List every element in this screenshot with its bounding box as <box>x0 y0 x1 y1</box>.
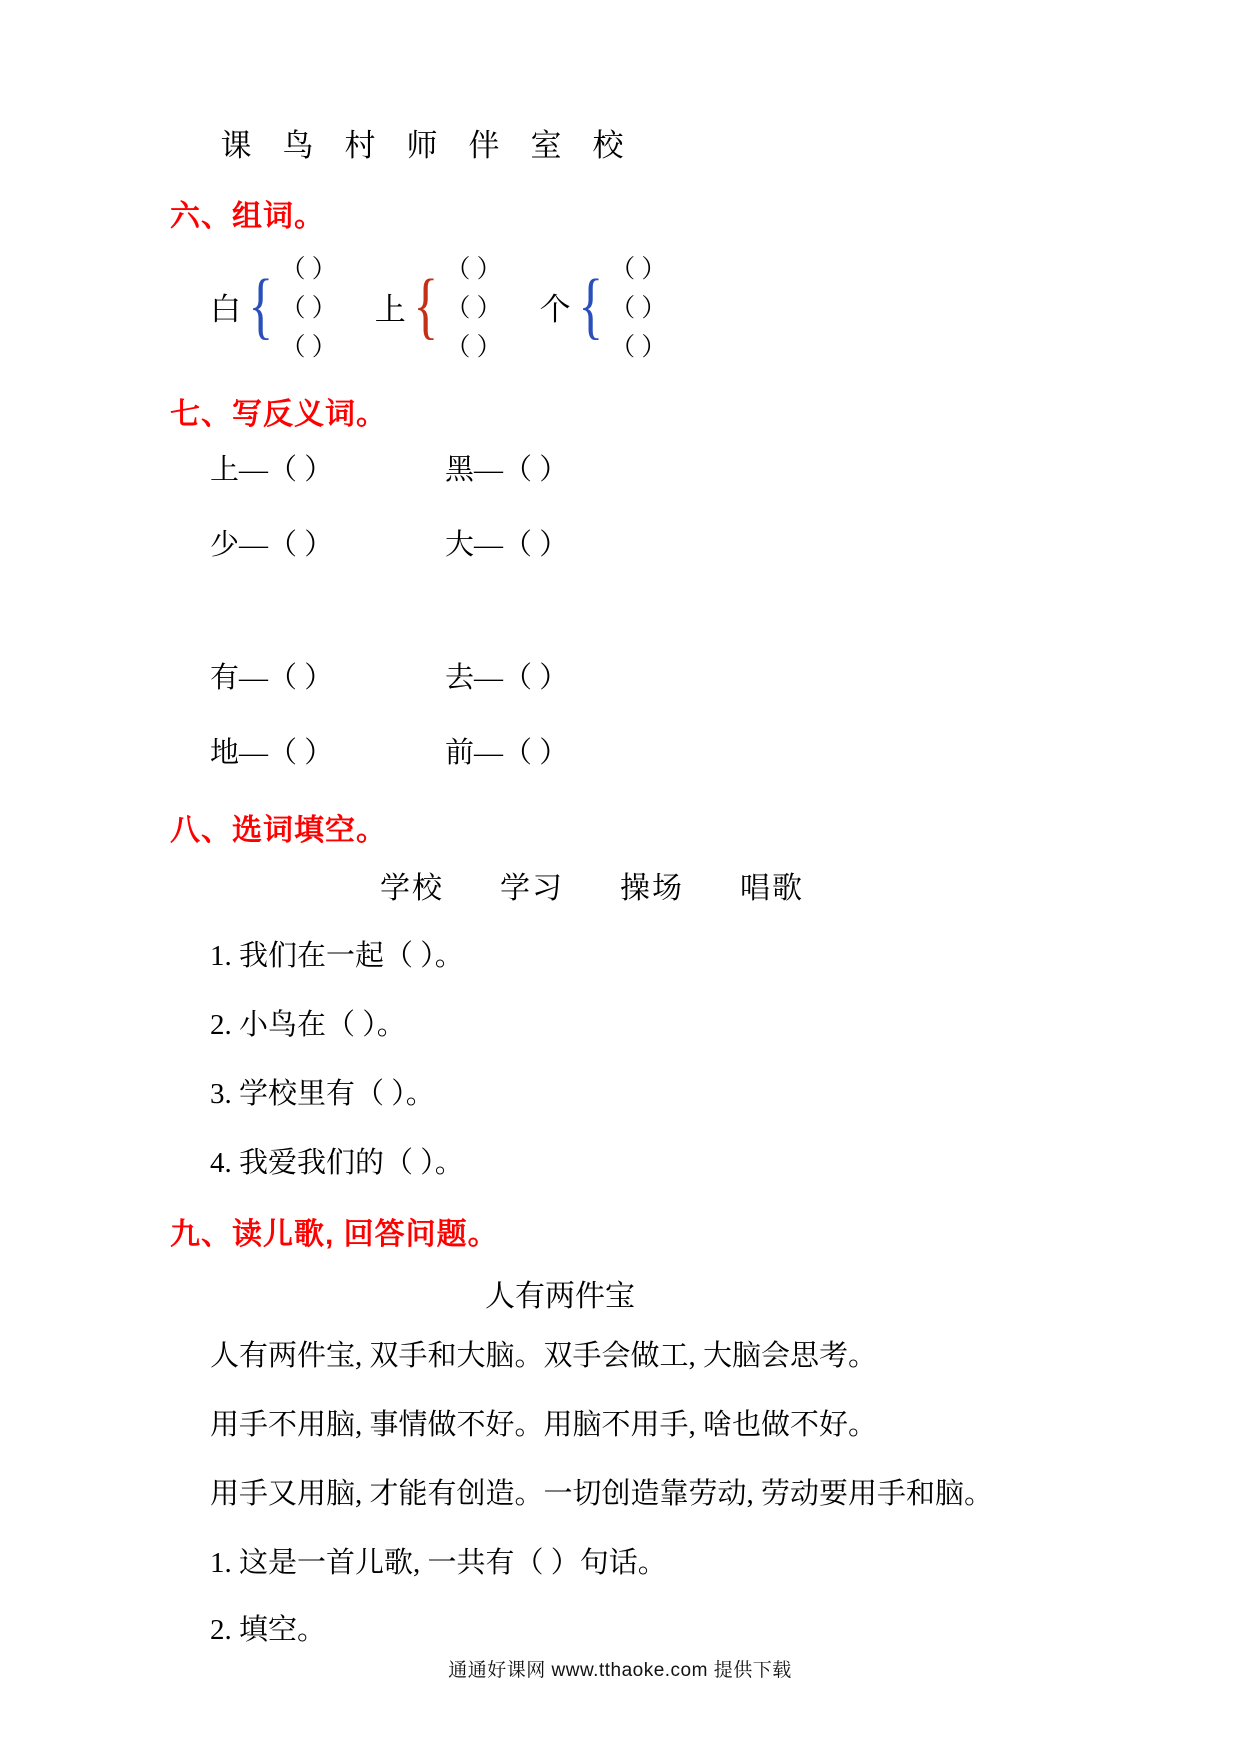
word-building-blanks <box>610 249 666 363</box>
antonym-item[interactable]: 有—（ ） <box>210 662 334 694</box>
character-item: 伴 <box>468 128 500 163</box>
word-bank-item: 学习 <box>500 872 564 905</box>
antonym-item[interactable]: 前—（ ） <box>445 737 569 769</box>
poem-line: 用手又用脑, 才能有创造。一切创造靠劳动, 劳动要用手和脑。 <box>210 1478 994 1510</box>
blank-line[interactable]: （ ） <box>280 334 337 361</box>
section-heading-eight: 八、选词填空。 <box>170 814 387 847</box>
word-building-exercise <box>210 249 1090 363</box>
word-building-blanks <box>445 249 501 363</box>
brace-icon: { <box>248 264 274 347</box>
section-heading-six: 六、组词。 <box>170 200 325 233</box>
character-item: 校 <box>592 128 624 163</box>
antonym-item[interactable]: 上—（ ） <box>210 454 334 486</box>
word-building-char: 个 <box>539 291 571 327</box>
blank-line[interactable]: （ ） <box>610 256 667 283</box>
reading-question[interactable]: 1. 这是一首儿歌, 一共有（ ）句话。 <box>210 1547 667 1579</box>
section-heading-seven: 七、写反义词。 <box>170 398 387 431</box>
blank-line[interactable]: （ ） <box>610 334 667 361</box>
blank-line[interactable]: （ ） <box>280 256 337 283</box>
poem-title: 人有两件宝 <box>485 1280 635 1313</box>
fill-blank-question[interactable]: 1. 我们在一起（ ）。 <box>210 940 464 972</box>
character-item: 室 <box>530 128 562 163</box>
reading-question[interactable]: 2. 填空。 <box>210 1614 327 1646</box>
spacer <box>150 597 1090 655</box>
word-building-group <box>210 249 337 363</box>
antonym-row <box>210 655 1090 696</box>
word-bank-item: 唱歌 <box>740 872 804 905</box>
character-item: 鸟 <box>282 128 314 163</box>
word-building-char: 上 <box>374 291 406 327</box>
word-building-blanks <box>281 249 337 363</box>
word-building-group <box>540 249 667 363</box>
character-item: 村 <box>344 128 376 163</box>
poem-line: 人有两件宝, 双手和大脑。双手会做工, 大脑会思考。 <box>210 1340 878 1372</box>
antonym-item[interactable]: 少—（ ） <box>210 529 334 561</box>
section-heading-nine: 九、读儿歌, 回答问题。 <box>170 1218 499 1251</box>
word-bank-item: 操场 <box>620 872 684 905</box>
antonym-row <box>210 730 1090 771</box>
character-item: 课 <box>220 128 252 163</box>
antonym-item[interactable]: 去—（ ） <box>445 662 569 694</box>
blank-line[interactable]: （ ） <box>445 334 502 361</box>
blank-line[interactable]: （ ） <box>445 295 502 322</box>
blank-line[interactable]: （ ） <box>610 295 667 322</box>
footer-watermark: 通通好课网 www.tthaoke.com 提供下载 <box>448 1660 792 1681</box>
word-bank-item: 学校 <box>380 872 444 905</box>
character-list <box>205 120 1090 165</box>
word-building-char: 白 <box>210 291 241 327</box>
brace-icon: { <box>577 264 603 347</box>
blank-line[interactable]: （ ） <box>280 295 337 322</box>
fill-blank-question[interactable]: 4. 我爱我们的（ ）。 <box>210 1147 464 1179</box>
antonym-item[interactable]: 地—（ ） <box>210 737 334 769</box>
antonym-row <box>210 522 1090 563</box>
antonym-item[interactable]: 黑—（ ） <box>445 454 569 486</box>
brace-icon: { <box>413 264 438 347</box>
antonym-item[interactable]: 大—（ ） <box>445 529 569 561</box>
fill-blank-question[interactable]: 2. 小鸟在（ ）。 <box>210 1009 406 1041</box>
word-bank <box>380 863 1090 907</box>
word-building-group <box>375 249 502 363</box>
fill-blank-question[interactable]: 3. 学校里有（ ）。 <box>210 1078 435 1110</box>
antonym-row <box>210 447 1090 488</box>
character-item: 师 <box>406 128 438 163</box>
poem-line: 用手不用脑, 事情做不好。用脑不用手, 啥也做不好。 <box>210 1409 878 1441</box>
blank-line[interactable]: （ ） <box>445 256 502 283</box>
